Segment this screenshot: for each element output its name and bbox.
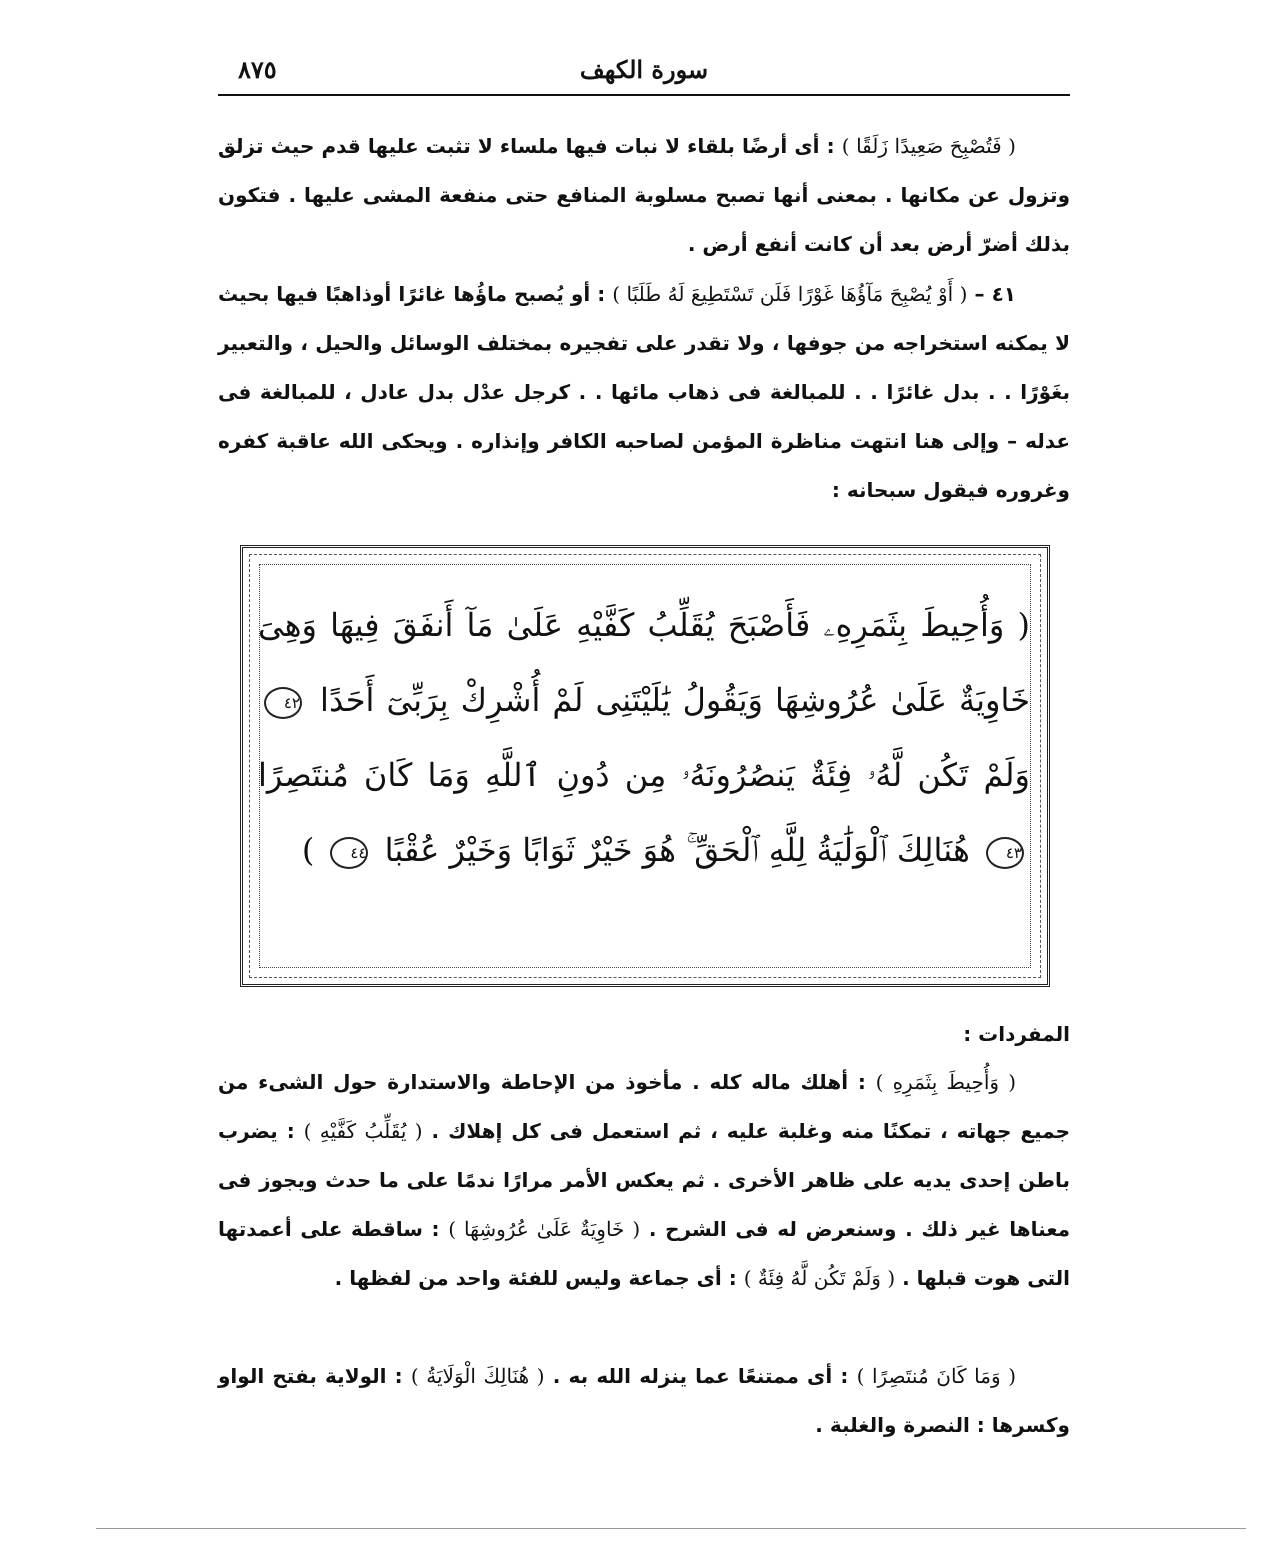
ayah-number-marker: ٤٤ <box>330 837 368 869</box>
ayah-number-marker: ٤٣ <box>986 837 1024 869</box>
quoted-term: ( وَأُحِيطَ بِثَمَرِهِ ) <box>875 1070 1016 1094</box>
quoted-term: ( هُنَالِكَ الْوَلَايَةُ ) <box>410 1364 545 1388</box>
verse-close-paren: ) <box>301 831 315 869</box>
quoted-term: ( وَلَمْ تَكُن لَّهُ فِئَةٌ ) <box>743 1266 896 1290</box>
paragraph-explanation-2 <box>218 270 1070 515</box>
term-definition: : أى ممتنعًا عما ينزله الله به . <box>544 1364 857 1388</box>
term-definition: : ساقطة على أعمدتها التى هوت قبلها . <box>218 1217 1070 1290</box>
verse-text-2: وَلَمْ تَكُن لَّهُۥ فِئَةٌ يَنصُرُونَهُۥ مِن دُونِ ٱللَّهِ وَمَا كَانَ مُنتَصِرًا <box>258 756 1031 794</box>
bottom-scan-edge <box>96 1528 1246 1529</box>
term-definition: : أهلك ماله كله . مأخوذ من الإحاطة والاستدارة حول الشىء من جميع جهاته ، تمكنًا منه وغلبة عليه ، ثم استعمل فى كل إهلاك . <box>218 1070 1070 1143</box>
page-header <box>218 50 1070 96</box>
surah-title: سورة الكهف <box>579 55 709 84</box>
quoted-term: ( خَاوِيَةٌ عَلَىٰ عُرُوشِهَا ) <box>448 1217 641 1241</box>
verse-text-1: ( وَأُحِيطَ بِثَمَرِهِۦ فَأَصْبَحَ يُقَلِّبُ كَفَّيْهِ عَلَىٰ مَآ أَنفَقَ فِيهَا وَهِىَ خَاوِيَةٌ عَلَىٰ عُرُوشِهَا وَيَقُولُ يَٰلَيْتَنِى لَمْ أُشْرِكْ بِرَبِّىٓ أَحَدًا <box>258 606 1031 719</box>
vocabulary-paragraph-1 <box>218 1058 1070 1303</box>
term-definition: : يضرب باطن إحدى يديه على ظاهر الأخرى . ثم يعكس الأمر مرارًا ندمًا على ما حدث ويجوز فى معناها غير ذلك . وسنعرض له فى الشرح . <box>218 1119 1070 1241</box>
term-definition: : أى جماعة وليس للفئة واحد من لفظها . <box>334 1266 744 1290</box>
page-number: ٨٧٥ <box>238 55 277 84</box>
paragraph-explanation-1 <box>218 122 1070 269</box>
quoted-term: ( وَمَا كَانَ مُنتَصِرًا ) <box>856 1364 1017 1388</box>
quoted-verse: ( أَوْ يُصْبِحَ مَآؤُهَا غَوْرًا فَلَن تَسْتَطِيعَ لَهُ طَلَبًا ) <box>612 282 968 306</box>
paragraph-text: : أى أرضًا بلقاء لا نبات فيها ملساء لا تثبت عليها قدم حيث تزلق وتزول عن مكانها . بمعنى أنها تصبح مسلوبة المنافع حتى منفعة المشى عليها . فتكون بذلك أضرّ أرض بعد أن كانت أنفع أرض . <box>218 134 1070 256</box>
ayah-number-marker: ٤٢ <box>264 687 302 719</box>
verse-text-3: هُنَالِكَ ٱلْوَلَٰيَةُ لِلَّهِ ٱلْحَقِّ ۚ هُوَ خَيْرٌ ثَوَابًا وَخَيْرٌ عُقْبًا <box>384 831 970 869</box>
quran-verse-block <box>258 588 1030 888</box>
vocabulary-heading: المفردات : <box>963 1022 1070 1046</box>
quoted-verse: ( فَتُصْبِحَ صَعِيدًا زَلَقًا ) <box>841 134 1016 158</box>
quoted-term: ( يُقَلِّبُ كَفَّيْهِ ) <box>303 1119 423 1143</box>
verse-number: ٤١ – <box>967 282 1016 306</box>
term-definition: : الولاية بفتح الواو وكسرها : النصرة والغلبة . <box>218 1364 1070 1437</box>
vocabulary-paragraph-2 <box>218 1352 1070 1450</box>
paragraph-text: : أو يُصبح ماؤُها غائرًا أوذاهبًا فيها بحيث لا يمكنه استخراجه من جوفها ، ولا تقدر على تفجيره بمختلف الوسائل والحيل ، والتعبير بغَوْرًا . . بدل غائرًا . . للمبالغة فى ذهاب مائها . . كرجل عدْل بدل عادل ، للمبالغة فى عدله – وإلى هنا انتهت مناظرة المؤمن لصاحبه الكافر وإنذاره . ويحكى الله عاقبة كفره وغروره فيقول سبحانه : <box>218 282 1070 502</box>
